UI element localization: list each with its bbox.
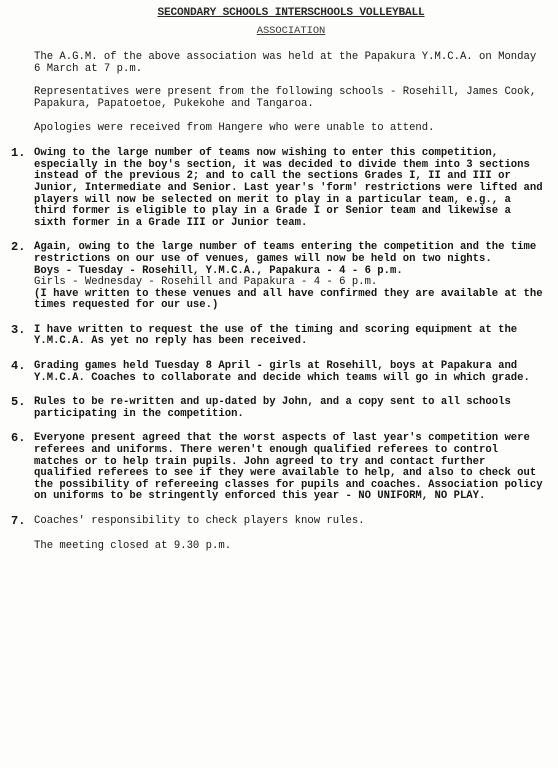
item-text: Rules to be re-written and up-dated by John, and a copy sent to all schools participating in the competition. (34, 396, 511, 420)
minutes-item-7 (11, 514, 548, 528)
boys-schedule: Boys - Tuesday - Rosehill, Y.M.C.A., Papakura - 4 - 6 p.m. (34, 264, 403, 277)
item-text: I have written to request the use of the timing and scoring equipment at the Y.M.C.A. As yet no reply has been received. (34, 323, 518, 348)
apologies-paragraph: Apologies were received from Hangere who were unable to attend. (34, 121, 435, 134)
item-text: Again, owing to the large number of teams entering the competition and the time restrictions on our use of venues, games will now be held on two nights. (34, 241, 537, 265)
item-number: 3. (11, 322, 26, 337)
item-number: 6. (11, 431, 26, 446)
item-number: 7. (11, 514, 26, 528)
minutes-item-1 (11, 146, 548, 229)
item-text: Coaches' responsibility to check players know rules. (34, 515, 365, 527)
item-number: 4. (11, 359, 26, 374)
minutes-item-6 (11, 431, 548, 503)
minutes-item-4 (11, 359, 548, 384)
item-text: Everyone present agreed that the worst aspects of last year's competition were referees and uniforms. There weren't enough qualified referees to control matches or to help train pupils. John agreed to try and contact further qualified referees to see if they were available to help, and also to check out the possibility of refereeing classes for pupils and coaches. Association policy on uniforms to be stringently enforced this year - NO UNIFORM, NO PLAY. (34, 432, 543, 503)
item-text: Grading games held Tuesday 8 April - girls at Rosehill, boys at Papakura and Y.M.C.A. Coaches to collaborate and decide which teams will go in which grade. (34, 360, 530, 384)
closing-line: The meeting closed at 9.30 p.m. (34, 539, 232, 552)
item-number: 1. (11, 146, 26, 161)
representatives-paragraph: Representatives were present from the following schools - Rosehill, James Cook, Papakura, Papatoetoe, Pukekohe and Tangaroa. (34, 86, 537, 110)
item-text: Owing to the large number of teams now wishing to enter this competition, especially in the boy's section, it was decided to divide them into 3 sections instead of the previous 2; and to call the sections Grades I, II and III or Junior, Intermediate and Senior. Last year's 'form' restrictions were lifted and players will now be selected on merit to play in a particular team, e.g., a third former is eligible to play in a Grade I or Senior team and likewise a sixth former in a Grade III or Junior team. (34, 147, 543, 229)
venue-note: (I have written to these venues and all have confirmed they are available at the times requested for our use.) (34, 287, 543, 312)
minutes-item-2 (11, 240, 548, 312)
minutes-item-3 (11, 322, 548, 348)
girls-schedule: Girls - Wednesday - Rosehill and Papakura - 4 - 6 p.m. (34, 276, 378, 289)
item-number: 5. (11, 395, 26, 410)
minutes-item-5 (11, 395, 548, 420)
item-number: 2. (11, 240, 26, 255)
document-title: SECONDARY SCHOOLS INTERSCHOOLS VOLLEYBALL (157, 7, 425, 19)
intro-paragraph: The A.G.M. of the above association was held at the Papakura Y.M.C.A. on Monday 6 March at 7 p.m. (34, 51, 537, 75)
document-subtitle: ASSOCIATION (256, 24, 326, 37)
